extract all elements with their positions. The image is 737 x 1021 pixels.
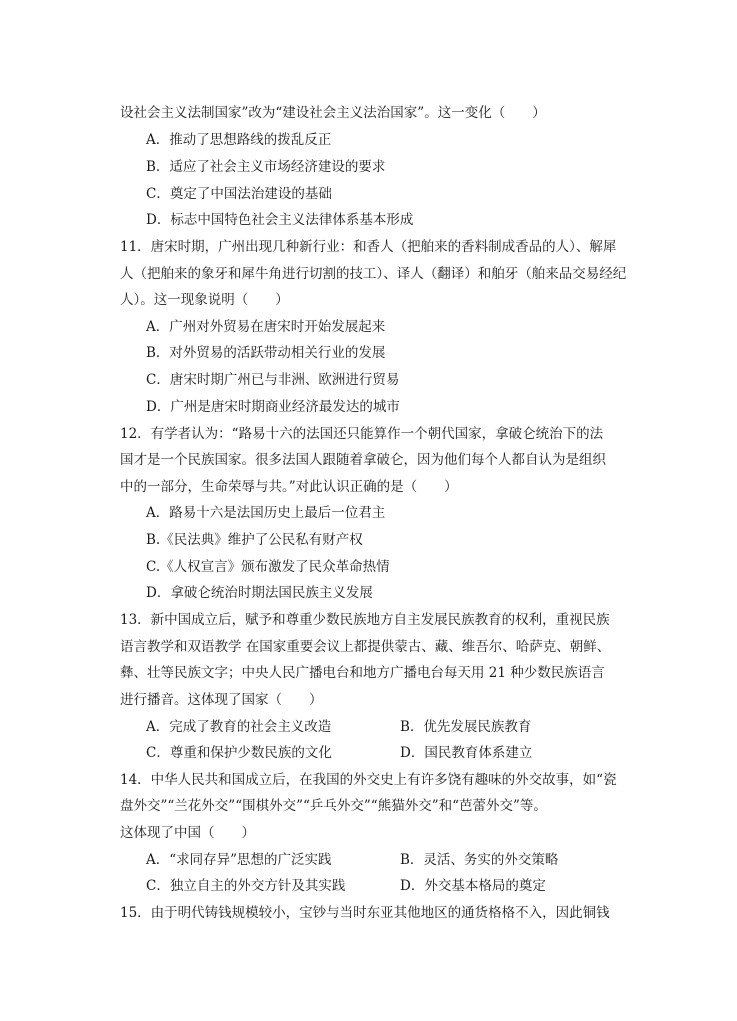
q11-option-b: B．对外贸易的活跃带动相关行业的发展 bbox=[146, 345, 386, 361]
q14-stem-line: 这体现了中国（ ） bbox=[120, 825, 255, 841]
q12-option-b: B.《民法典》维护了公民私有财产权 bbox=[146, 532, 363, 548]
q10-stem-line: 设社会主义法制国家”改为“建设社会主义法治国家”。这一变化（ ） bbox=[120, 105, 546, 121]
q13-stem-line: 彝、壮等民族文字；中央人民广播电台和地方广播电台每天用 21 种少数民族语言 bbox=[120, 665, 605, 681]
q15-stem-line: 15．由于明代铸钱规模较小，宝钞与当时东亚其他地区的通货格格不入，因此铜钱 bbox=[120, 905, 610, 921]
q10-option-c: C．奠定了中国法治建设的基础 bbox=[146, 186, 332, 202]
q13-option-d: D．国民教育体系建立 bbox=[400, 745, 533, 761]
q14-stem-line: 14．中华人民共和国成立后，在我国的外交史上有许多饶有趣味的外交故事，如“瓷 bbox=[120, 772, 617, 788]
q12-stem-line: 国才是一个民族国家。很多法国人跟随着拿破仑，因为他们每个人都自认为是组织 bbox=[120, 452, 606, 468]
q12-stem-line: 中的一部分，生命荣辱与共。”对此认识正确的是（ ） bbox=[120, 479, 458, 495]
q11-option-a: A．广州对外贸易在唐宋时开始发展起来 bbox=[146, 319, 386, 335]
q11-option-d: D．广州是唐宋时期商业经济最发达的城市 bbox=[146, 399, 400, 415]
q11-option-c: C．唐宋时期广州已与非洲、欧洲进行贸易 bbox=[146, 372, 400, 388]
q12-stem-line: 12．有学者认为：“路易十六的法国还只能算作一个朝代国家，拿破仑统治下的法 bbox=[120, 426, 604, 442]
q12-option-a: A．路易十六是法国历史上最后一位君主 bbox=[146, 505, 386, 521]
q13-option-b: B．优先发展民族教育 bbox=[400, 719, 532, 735]
q12-option-c: C.《人权宣言》颁布激发了民众革命热情 bbox=[146, 559, 390, 575]
q13-option-c: C．尊重和保护少数民族的文化 bbox=[146, 745, 332, 761]
q10-option-b: B．适应了社会主义市场经济建设的要求 bbox=[146, 159, 386, 175]
q14-option-b: B．灵活、务实的外交策略 bbox=[400, 852, 559, 868]
q14-option-a: A．“求同存异”思想的广泛实践 bbox=[146, 852, 332, 868]
q14-option-d: D．外交基本格局的奠定 bbox=[400, 878, 546, 894]
q13-stem-line: 进行播音。这体现了国家（ ） bbox=[120, 692, 323, 708]
q14-stem-line: 盘外交”“兰花外交”“围棋外交”“乒乓外交”“熊猫外交”和“芭蕾外交”等。 bbox=[120, 798, 547, 814]
q13-stem-line: 13．新中国成立后，赋予和尊重少数民族地方自主发展民族教育的权利，重视民族 bbox=[120, 612, 610, 628]
q12-option-d: D．拿破仑统治时期法国民族主义发展 bbox=[146, 585, 373, 601]
q11-stem-line: 人（把舶来的象牙和犀牛角进行切割的技工）、译人（翻译）和舶牙（舶来品交易经纪 bbox=[120, 266, 627, 282]
q11-stem-line: 人）。这一现象说明（ ） bbox=[120, 292, 289, 308]
q14-option-c: C．独立自主的外交方针及其实践 bbox=[146, 878, 346, 894]
q13-option-a: A．完成了教育的社会主义改造 bbox=[146, 719, 332, 735]
q11-stem-line: 11．唐宋时期，广州出现几种新行业：和香人（把舶来的香料制成香品的人）、解犀 bbox=[120, 239, 617, 255]
q10-option-d: D．标志中国特色社会主义法律体系基本形成 bbox=[146, 212, 414, 228]
q10-option-a: A．推动了思想路线的拨乱反正 bbox=[146, 132, 332, 148]
q13-stem-line: 语言教学和双语教学 在国家重要会议上都提供蒙古、藏、维吾尔、哈萨克、朝鲜、 bbox=[120, 639, 611, 655]
